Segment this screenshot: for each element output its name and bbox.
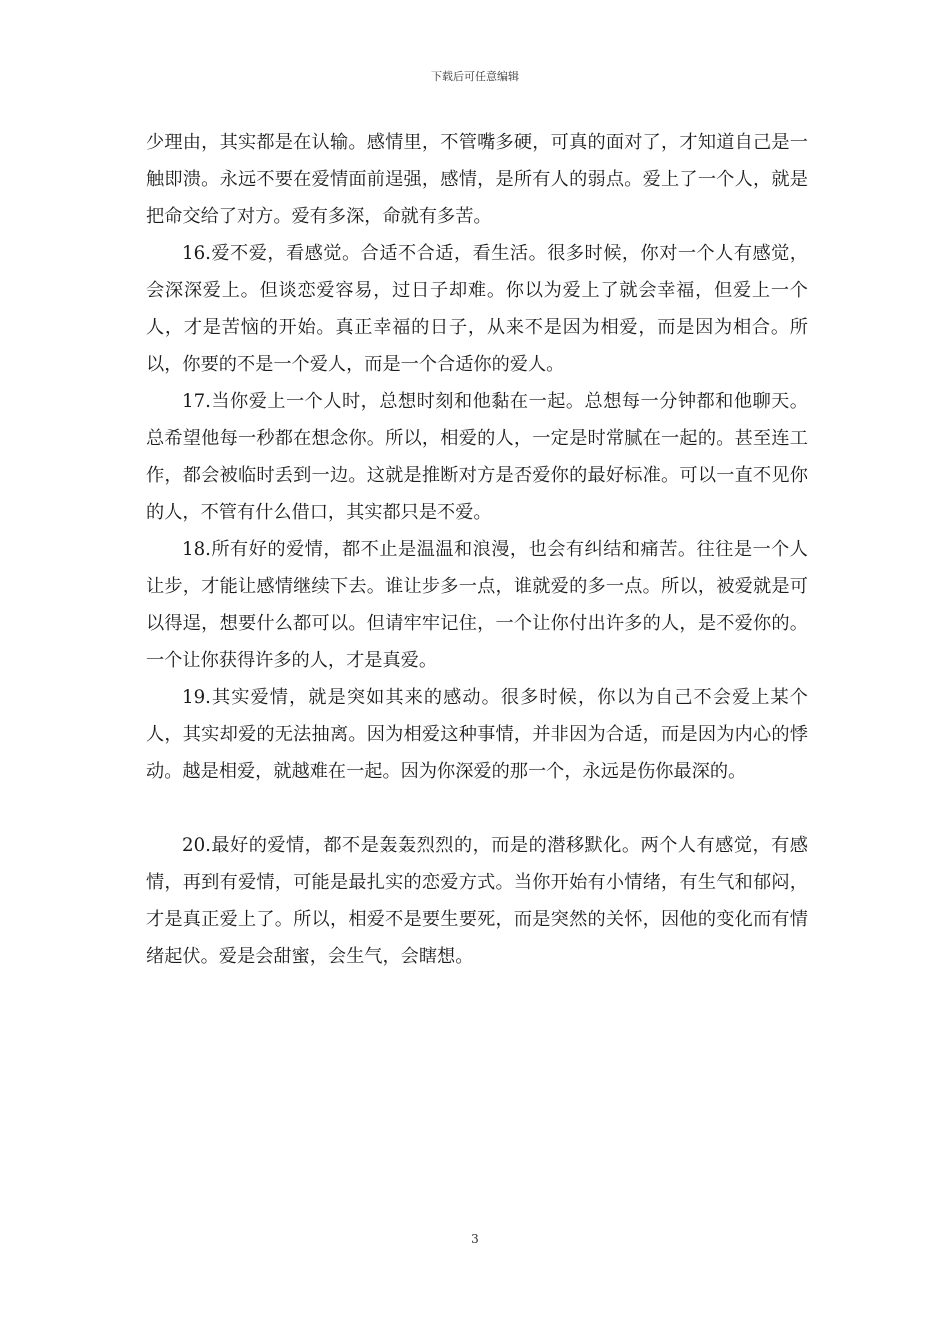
- paragraph-18: 18.所有好的爱情，都不止是温温和浪漫，也会有纠结和痛苦。往往是一个人让步，才能让感情继续下去。谁让步多一点，谁就爱的多一点。所以，被爱就是可以得逞，想要什么都可以。但请牢牢记住，一个让你付出许多的人，是不爱你的。一个让你获得许多的人，才是真爱。: [146, 539, 808, 671]
- paragraph-17: 17.当你爱上一个人时，总想时刻和他黏在一起。总想每一分钟都和他聊天。总希望他每一秒都在想念你。所以，相爱的人，一定是时常腻在一起的。甚至连工作，都会被临时丢到一边。这就是推断对方是否爱你的最好标准。可以一直不见你的人，不管有什么借口，其实都只是不爱。: [146, 391, 808, 523]
- blank-line: [146, 790, 808, 827]
- paragraph-continuation: 少理由，其实都是在认输。感情里，不管嘴多硬，可真的面对了，才知道自己是一触即溃。永远不要在爱情面前逞强，感情，是所有人的弱点。爱上了一个人，就是把命交给了对方。爱有多深，命就有多苦。: [146, 132, 808, 227]
- paragraph-16: 16.爱不爱，看感觉。合适不合适，看生活。很多时候，你对一个人有感觉，会深深爱上。但谈恋爱容易，过日子却难。你以为爱上了就会幸福，但爱上一个人，才是苦恼的开始。真正幸福的日子，从来不是因为相爱，而是因为相合。所以，你要的不是一个爱人，而是一个合适你的爱人。: [146, 243, 808, 375]
- paragraph-20: 20.最好的爱情，都不是轰轰烈烈的，而是的潜移默化。两个人有感觉，有感情，再到有爱情，可能是最扎实的恋爱方式。当你开始有小情绪，有生气和郁闷，才是真正爱上了。所以，相爱不是要生要死，而是突然的关怀，因他的变化而有情绪起伏。爱是会甜蜜，会生气，会瞎想。: [146, 835, 808, 967]
- document-body: [146, 124, 808, 975]
- paragraph-19: 19.其实爱情，就是突如其来的感动。很多时候，你以为自己不会爱上某个人，其实却爱的无法抽离。因为相爱这种事情，并非因为合适，而是因为内心的悸动。越是相爱，就越难在一起。因为你深爱的那一个，永远是伤你最深的。: [146, 687, 808, 782]
- page-header: 下载后可任意编辑: [431, 70, 519, 83]
- page-number: 3: [471, 1232, 479, 1246]
